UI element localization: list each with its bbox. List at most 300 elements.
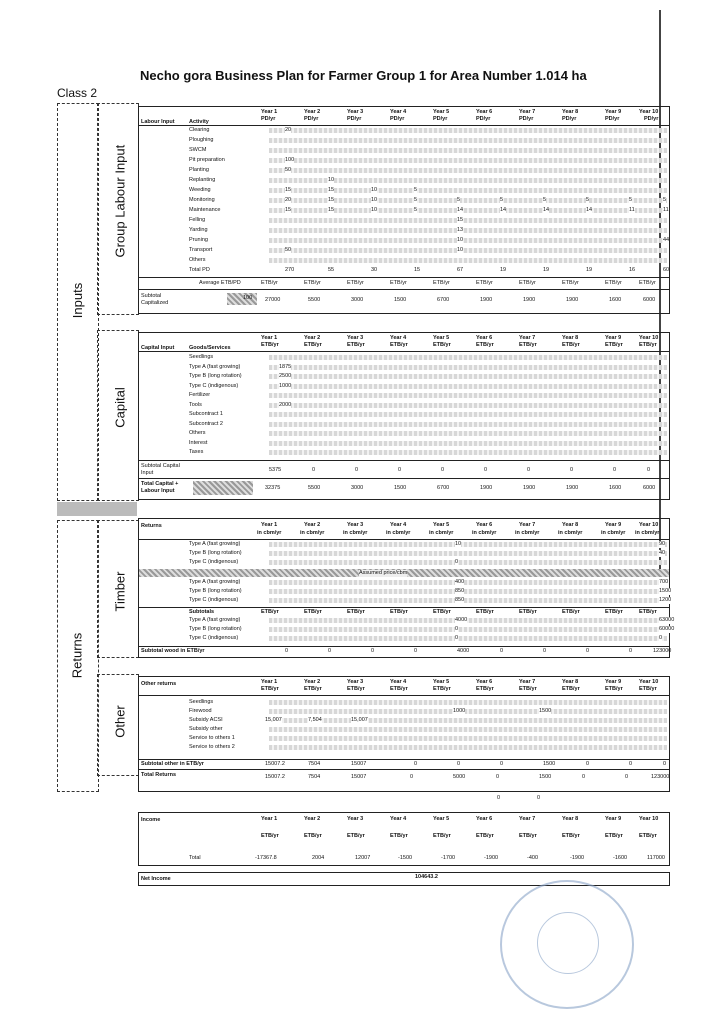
labour-value: 19 xyxy=(586,267,593,273)
labour-value: 270 xyxy=(285,267,295,273)
avg-value-cell xyxy=(227,293,257,305)
year10-value: 90 xyxy=(659,541,666,547)
activity-label: SWCM xyxy=(189,147,207,153)
year-header: Year 1 xyxy=(261,816,278,822)
other-return-label: Firewood xyxy=(189,708,212,714)
etb-unit: ETB/yr xyxy=(261,609,279,615)
unit-header: ETB/yr xyxy=(519,686,537,692)
subtotal-value: 1500 xyxy=(394,297,407,303)
year-header: Year 8 xyxy=(562,335,579,341)
other-value: 1500 xyxy=(539,708,552,714)
other-value: 15,007 xyxy=(265,717,282,723)
unit-header: ETB/yr xyxy=(433,833,451,839)
subtotal-capitalized-label: Subtotal Capitalized xyxy=(141,293,169,306)
year-header: Year 3 xyxy=(347,109,364,115)
row-shading xyxy=(269,258,667,263)
labour-value: 15 xyxy=(328,197,335,203)
unit-header: ETB/yr xyxy=(433,686,451,692)
labour-value: 10 xyxy=(371,187,378,193)
row-shading xyxy=(269,403,667,408)
etb-unit: ETB/yr xyxy=(390,609,408,615)
row-shading xyxy=(269,450,667,455)
other-value: 15,007 xyxy=(351,717,368,723)
returns-title: Returns xyxy=(141,523,162,529)
unit-header: ETB/yr xyxy=(476,686,494,692)
row-shading xyxy=(269,168,667,173)
row-shading xyxy=(269,228,667,233)
unit-header: ETB/yr xyxy=(605,342,623,348)
avg-unit: ETB/yr xyxy=(562,280,579,286)
capital-value: 1875 xyxy=(279,363,292,370)
year-header: Year 4 xyxy=(390,816,407,822)
row-shading xyxy=(269,551,667,556)
year-header: Year 7 xyxy=(519,816,536,822)
below-value: 0 xyxy=(497,795,501,801)
subtotal-other-value: 0 xyxy=(457,761,461,767)
total-rule xyxy=(139,277,669,278)
income-total-value: 2004 xyxy=(312,855,325,861)
unit-header: ETB/yr xyxy=(261,342,279,348)
income-total-value: -400 xyxy=(527,855,539,861)
year5-value: 4000 xyxy=(455,617,468,623)
subtotal-value: 0 xyxy=(441,467,445,473)
total-returns-value: 15007.2 xyxy=(265,774,285,780)
activity-label: Replanting xyxy=(189,177,216,183)
total-returns-value: 1500 xyxy=(539,774,552,780)
total-value: 6000 xyxy=(643,485,656,491)
total-returns-value: 15007 xyxy=(351,774,367,780)
unit-header: ETB/yr xyxy=(639,686,657,692)
capital-label: Capital xyxy=(112,387,128,428)
income-total-value: -17367.8 xyxy=(255,855,277,861)
labour-value: 13 xyxy=(457,227,464,233)
year-header: Year 2 xyxy=(304,522,321,528)
avg-unit: ETB/yr xyxy=(390,280,407,286)
labour-value: 11 xyxy=(629,207,635,213)
row-shading xyxy=(269,393,667,398)
year-header: Year 9 xyxy=(605,335,622,341)
year-header: Year 2 xyxy=(304,679,321,685)
year-header: Year 8 xyxy=(562,816,579,822)
income-total-value: -1900 xyxy=(484,855,499,861)
row-shading xyxy=(269,431,667,436)
stamp-center xyxy=(537,912,599,974)
unit-header: PD/yr xyxy=(644,116,659,122)
year-header: Year 9 xyxy=(605,109,622,115)
goods-label: Subcontract 2 xyxy=(189,420,223,427)
labour-value: 14 xyxy=(500,207,507,213)
unit-header: ETB/yr xyxy=(605,686,623,692)
other-return-label: Seedlings xyxy=(189,699,214,705)
other-returns-table xyxy=(138,676,670,792)
unit-header: ETB/yr xyxy=(347,833,365,839)
year-header: Year 4 xyxy=(390,679,407,685)
unit-header: in cbm/yr xyxy=(257,530,282,536)
unit-header: in cbm/yr xyxy=(472,530,497,536)
total-value: 1600 xyxy=(609,485,622,491)
year-header: Year 2 xyxy=(304,335,321,341)
labour-value: 60 xyxy=(663,267,670,273)
unit-header: ETB/yr xyxy=(562,686,580,692)
row-shading xyxy=(269,727,667,732)
subtotal-value: 27000 xyxy=(265,297,281,303)
page-title: Necho gora Business Plan for Farmer Group 1 for Area Number 1.014 ha xyxy=(140,68,587,83)
unit-header: in cbm/yr xyxy=(429,530,454,536)
unit-header: ETB/yr xyxy=(605,833,623,839)
subtotal-value: 0 xyxy=(647,467,651,473)
year-header: Year 8 xyxy=(562,679,579,685)
year-header: Year 9 xyxy=(605,816,622,822)
activity-label: Maintenance xyxy=(189,207,221,213)
goods-label: Subcontract 1 xyxy=(189,411,223,417)
subtotal-other-value: 7504 xyxy=(308,761,321,767)
header-rule xyxy=(139,351,669,352)
returns-table xyxy=(138,518,675,658)
avg-unit: ETB/yr xyxy=(347,280,364,286)
unit-header: PD/yr xyxy=(261,116,276,122)
year-header: Year 2 xyxy=(304,109,321,115)
timber-type-label: Type C (indigenous) xyxy=(189,559,239,565)
timber-type-label: Type A (fast growing) xyxy=(189,579,241,585)
labour-value: 5 xyxy=(414,197,418,203)
year5-value: 0 xyxy=(455,626,459,632)
subtotal-value: 0 xyxy=(398,467,402,473)
year-header: Year 5 xyxy=(433,522,450,528)
total-rule xyxy=(139,478,669,479)
etb-unit: ETB/yr xyxy=(433,609,451,615)
labour-value: 16 xyxy=(629,267,636,273)
unit-header: ETB/yr xyxy=(304,342,322,348)
year10-value: 0 xyxy=(659,635,663,641)
subtotal-wood-value: 0 xyxy=(414,648,418,654)
year-header: Year 6 xyxy=(476,109,493,115)
row-shading xyxy=(269,718,667,723)
year10-value: 1200 xyxy=(659,597,672,603)
subtotal-other-value: 0 xyxy=(663,761,667,767)
labour-value: 15 xyxy=(285,207,292,213)
year-header: Year 10 xyxy=(639,335,659,341)
total-value: 1900 xyxy=(480,485,493,491)
total-value: 1900 xyxy=(566,485,579,491)
unit-header: ETB/yr xyxy=(390,686,408,692)
row-shading xyxy=(269,736,667,741)
labour-value: 44 xyxy=(663,237,670,243)
subtotal-value: 1600 xyxy=(609,297,622,303)
year5-value: 0 xyxy=(455,559,459,565)
year-header: Year 4 xyxy=(390,335,407,341)
unit-header: ETB/yr xyxy=(562,833,580,839)
subtotal-wood-value: 0 xyxy=(328,648,332,654)
header-rule xyxy=(139,539,669,540)
labour-value: 15 xyxy=(328,187,335,193)
net-income-label: Net Income xyxy=(141,876,171,882)
row-shading xyxy=(269,422,667,427)
subtotal-value: 0 xyxy=(312,467,316,473)
other-value: 1000 xyxy=(453,708,466,714)
subtotal-wood-label: Subtotal wood in ETB/yr xyxy=(141,648,205,654)
year5-value: 850 xyxy=(455,588,465,594)
etb-unit: ETB/yr xyxy=(519,609,537,615)
subtotal-wood-value: 123000 xyxy=(653,648,672,654)
year-header: Year 6 xyxy=(476,335,493,341)
labour-value: 10 xyxy=(371,197,378,203)
timber-label: Timber xyxy=(112,571,128,612)
income-total-value: -1900 xyxy=(570,855,585,861)
timber-type-label: Type A (fast growing) xyxy=(189,541,241,547)
income-title: Income xyxy=(141,817,161,823)
net-income-value: 104643.2 xyxy=(415,874,438,880)
goods-label: Others xyxy=(189,430,206,436)
subtotal-value: 6700 xyxy=(437,297,450,303)
row-shading xyxy=(269,138,667,143)
labour-value: 20 xyxy=(285,197,292,203)
subtotal-other-value: 1500 xyxy=(543,761,556,767)
labour-value: 20 xyxy=(285,127,292,133)
row-shading xyxy=(269,580,667,585)
year-header: Year 7 xyxy=(519,679,536,685)
year10-value: 40 xyxy=(659,550,666,556)
labour-value: 10 xyxy=(328,177,335,183)
unit-header: ETB/yr xyxy=(433,342,451,348)
activity-label: Ploughing xyxy=(189,137,214,143)
subtotal-value: 0 xyxy=(355,467,359,473)
labour-title: Labour Input xyxy=(141,119,175,125)
income-total-value: 12007 xyxy=(355,855,371,861)
timber-type-label: Type C (indigenous) xyxy=(189,597,239,603)
row-shading xyxy=(269,618,667,623)
subtotal-value: 3000 xyxy=(351,297,364,303)
unit-header: ETB/yr xyxy=(639,342,657,348)
year-header: Year 10 xyxy=(639,109,659,115)
unit-header: PD/yr xyxy=(476,116,491,122)
goods-label: Tools xyxy=(189,401,202,408)
other-return-label: Service to others 1 xyxy=(189,735,235,741)
unit-header: ETB/yr xyxy=(347,686,365,692)
unit-header: in cbm/yr xyxy=(601,530,626,536)
other-return-label: Subsidy ACSI xyxy=(189,717,223,723)
labour-value: 5 xyxy=(586,197,590,203)
year10-value: 60000 xyxy=(659,626,675,632)
total-shade-cell xyxy=(193,481,253,495)
total-returns-value: 0 xyxy=(410,774,414,780)
unit-header: PD/yr xyxy=(390,116,405,122)
unit-header: ETB/yr xyxy=(304,686,322,692)
year-header: Year 5 xyxy=(433,679,450,685)
avg-label: Average ETB/PD xyxy=(199,280,241,286)
total-returns-value: 0 xyxy=(496,774,500,780)
subtotal-value: 0 xyxy=(527,467,531,473)
activity-label: Pit preparation xyxy=(189,157,225,163)
labour-value: 100 xyxy=(285,157,295,163)
assumed-price-label: Assumed price/cbm xyxy=(359,570,408,576)
labour-value: 14 xyxy=(586,207,593,213)
row-shading xyxy=(269,441,667,446)
inputs-label: Inputs xyxy=(70,282,85,319)
subtotal-value: 6000 xyxy=(643,297,656,303)
subtotal-other-value: 0 xyxy=(586,761,590,767)
etb-unit: ETB/yr xyxy=(562,609,580,615)
activity-label: Clearing xyxy=(189,127,210,133)
labour-value: 14 xyxy=(457,207,464,213)
year-header: Year 4 xyxy=(390,109,407,115)
year-header: Year 1 xyxy=(261,335,278,341)
total-returns-label: Total Returns xyxy=(141,772,177,778)
returns-label: Returns xyxy=(69,632,85,679)
row-shading xyxy=(269,148,667,153)
row-shading xyxy=(269,598,667,603)
subtotal-value: 1900 xyxy=(523,297,536,303)
activity-label: Yarding xyxy=(189,227,208,233)
unit-header: PD/yr xyxy=(304,116,319,122)
labour-value: 5 xyxy=(500,197,504,203)
subtotals-rule xyxy=(139,607,669,608)
year-header: Year 7 xyxy=(519,335,536,341)
unit-header: in cbm/yr xyxy=(300,530,325,536)
row-shading xyxy=(269,158,667,163)
row-shading xyxy=(269,218,667,223)
labour-value: 30 xyxy=(371,267,378,273)
subtotal-other-value: 15007 xyxy=(351,761,367,767)
unit-header: ETB/yr xyxy=(639,833,657,839)
labour-value: 50 xyxy=(285,167,292,173)
labour-value: 55 xyxy=(328,267,335,273)
year10-value: 1500 xyxy=(659,588,672,594)
year-header: Year 6 xyxy=(476,679,493,685)
activity-label: Planting xyxy=(189,167,209,173)
subtotal-other-value: 0 xyxy=(414,761,418,767)
total-rule xyxy=(139,769,669,770)
unit-header: in cbm/yr xyxy=(515,530,540,536)
subtotal-wood-rule xyxy=(139,646,669,647)
avg-unit: ETB/yr xyxy=(476,280,493,286)
year10-value: 700 xyxy=(659,579,669,585)
capital-value: 2500 xyxy=(279,373,292,379)
row-shading xyxy=(269,745,667,750)
goods-label: Type B (long rotation) xyxy=(189,373,242,379)
unit-header: ETB/yr xyxy=(390,833,408,839)
subtotal-wood-value: 0 xyxy=(543,648,547,654)
subtotal-value: 1900 xyxy=(480,297,493,303)
timber-type-label: Type B (long rotation) xyxy=(189,550,242,556)
year-header: Year 1 xyxy=(261,109,278,115)
goods-label: Type A (fast growing) xyxy=(189,363,241,370)
year-header: Year 8 xyxy=(562,109,579,115)
year-header: Year 6 xyxy=(476,816,493,822)
year10-value: 63000 xyxy=(659,617,675,623)
etb-unit: ETB/yr xyxy=(605,609,623,615)
row-shading xyxy=(269,627,667,632)
year-header: Year 9 xyxy=(605,522,622,528)
row-shading xyxy=(269,560,667,565)
year-header: Year 10 xyxy=(639,679,659,685)
subtotal-other-value: 0 xyxy=(500,761,504,767)
year-header: Year 7 xyxy=(519,109,536,115)
year-header: Year 3 xyxy=(347,335,364,341)
total-returns-value: 0 xyxy=(625,774,629,780)
unit-header: ETB/yr xyxy=(261,833,279,839)
total-value: 1900 xyxy=(523,485,536,491)
header-rule xyxy=(139,695,669,696)
unit-header: PD/yr xyxy=(519,116,534,122)
avg-unit: ETB/yr xyxy=(605,280,622,286)
unit-header: in cbm/yr xyxy=(386,530,411,536)
row-shading xyxy=(269,128,667,133)
timber-type-label: Type B (long rotation) xyxy=(189,626,242,632)
other-return-label: Service to others 2 xyxy=(189,744,235,750)
timber-type-label: Type C (indigenous) xyxy=(189,635,239,641)
total-value: 6700 xyxy=(437,485,450,491)
year-header: Year 3 xyxy=(347,679,364,685)
avg-unit: ETB/yr xyxy=(639,280,656,286)
unit-header: PD/yr xyxy=(347,116,362,122)
unit-header: ETB/yr xyxy=(304,833,322,839)
subtotal-wood-value: 0 xyxy=(629,648,633,654)
year-header: Year 4 xyxy=(390,522,407,528)
goods-label: Fertilizer xyxy=(189,392,211,398)
year5-value: 400 xyxy=(455,579,465,585)
income-total-label: Total xyxy=(189,855,201,861)
total-returns-value: 123000 xyxy=(651,774,670,780)
year-header: Year 8 xyxy=(562,522,579,528)
labour-value: 10 xyxy=(371,207,378,213)
row-shading xyxy=(269,412,667,417)
subtotal-value: 0 xyxy=(484,467,488,473)
labour-table xyxy=(138,106,670,314)
activity-header: Activity xyxy=(189,119,209,125)
capital-title: Capital Input xyxy=(141,345,175,351)
separator-shade xyxy=(57,502,137,516)
goods-label: Type C (indigenous) xyxy=(189,382,239,389)
year-header: Year 6 xyxy=(476,522,493,528)
total-value: 5500 xyxy=(308,485,321,491)
income-total-value: -1500 xyxy=(398,855,413,861)
other-returns-title: Other returns xyxy=(141,681,177,687)
total-capital-label: Total Capital + Labour Input xyxy=(141,481,179,494)
year-header: Year 9 xyxy=(605,679,622,685)
labour-value: 15 xyxy=(414,267,421,273)
year5-value: 0 xyxy=(455,635,459,641)
activity-label: Weeding xyxy=(189,187,211,193)
row-shading xyxy=(269,355,667,360)
subtotals-label: Subtotals xyxy=(189,609,215,615)
year5-value: 850 xyxy=(455,597,465,603)
row-shading xyxy=(269,384,667,389)
subtotal-value: 5500 xyxy=(308,297,321,303)
subtotal-rule xyxy=(139,460,669,461)
other-value: 7,504 xyxy=(308,717,322,723)
row-shading xyxy=(269,709,667,714)
timber-type-label: Type B (long rotation) xyxy=(189,588,242,594)
goods-label: Taxes xyxy=(189,449,204,455)
labour-value: 15 xyxy=(457,217,464,223)
avg-unit: ETB/yr xyxy=(304,280,321,286)
subtotal-value: 0 xyxy=(613,467,617,473)
activity-label: Others xyxy=(189,257,206,263)
labour-value: 67 xyxy=(457,267,464,273)
subtotal-capital-label: Subtotal Capital Input xyxy=(141,463,180,476)
labour-value: 10 xyxy=(457,237,464,243)
year-header: Year 10 xyxy=(639,522,659,528)
unit-header: ETB/yr xyxy=(562,342,580,348)
subtotal-wood-value: 0 xyxy=(586,648,590,654)
year-header: Year 1 xyxy=(261,522,278,528)
etb-unit: ETB/yr xyxy=(304,609,322,615)
avg-unit: ETB/yr xyxy=(433,280,450,286)
row-shading xyxy=(269,248,667,253)
activity-label: Felling xyxy=(189,217,206,223)
subtotal-rule xyxy=(139,759,669,760)
year-header: Year 7 xyxy=(519,522,536,528)
